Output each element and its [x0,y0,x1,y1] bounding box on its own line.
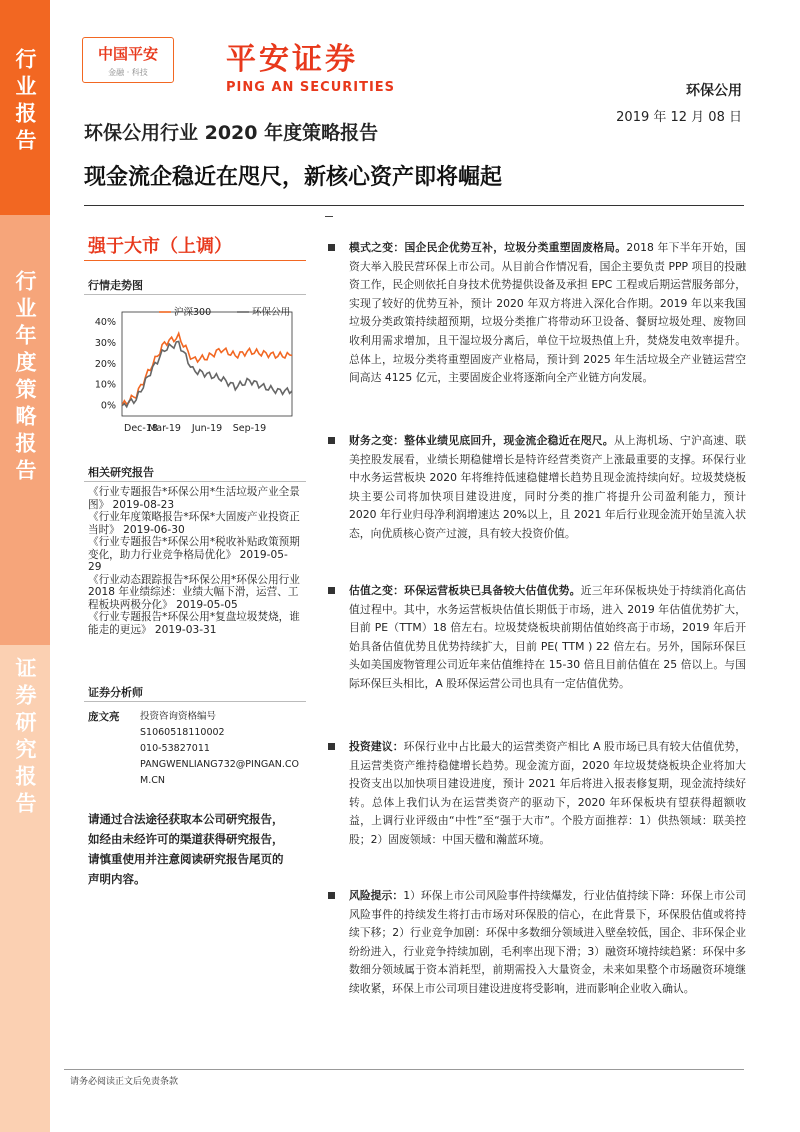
bullet-finance-change [328,432,746,544]
bullet-square-icon [328,244,335,251]
bullet-model-change [328,239,746,388]
bullet-investment-advice [328,738,746,850]
legend-label: 环保公用 [252,307,291,318]
trend-chart-svg [84,300,306,450]
bullet-body: 2018 年下半年开始，国资大举入股民营环保上市公司。从目前合作情况看，国企主要负责 PPP 项目的投融资工作，民企则依托自身技术优势提供设备及承担 EPC 工程或后期运营服务部分，实现了较好的优势互补，预计 2020 年双方将进入深化合作期。2019 年以来我国垃圾分类政策持续超预期，垃圾分类推广将带动环卫设备、餐厨垃圾处理、废物回收利用需求增加，且干湿垃圾分离后，单位干垃圾热值上升，焚烧发电效率提升。总体上，垃圾分类将重塑固废产业格局，预计到 2025 年生活垃圾全产业链运营空间高达 4125 亿元，主要固废企业将逐渐向全产业链方向发展。 [349,241,746,385]
related-heading: 相关研究报告 [88,466,154,479]
bullet-square-icon [328,437,335,444]
related-report-item[interactable]: 《行业专题报告*环保公用*税收补贴政策预期变化，助力行业竞争格局优化》 2019-05-29 [88,536,300,573]
analyst-cert-number: S1060518110002 [140,727,225,738]
bullet-head: 估值之变：环保运营板块已具备较大估值优势。 [349,584,581,597]
related-report-item[interactable]: 《行业专题报告*环保公用*生活垃圾产业全景图》 2019-08-23 [88,486,300,511]
side-tab-label: 行业报告 [13,48,37,156]
main-title: 现金流企稳近在咫尺，新核心资产即将崛起 [84,165,503,190]
bullet-head: 模式之变：国企民企优势互补，垃圾分类重塑固废格局。 [349,241,627,254]
footer-divider [64,1069,744,1070]
bullet-head: 投资建议： [349,740,404,753]
title-divider [84,205,744,206]
brand-wordmark [226,34,395,95]
brand-cn: 平安证券 [226,42,358,77]
x-tick-label: Dec-18 [124,423,158,434]
series-line-hs300 [122,333,292,405]
series-line-env-utilities [122,341,292,406]
related-report-item[interactable]: 《行业年度策略报告*环保*大固废产业投资正当时》 2019-06-30 [88,511,300,536]
x-tick-label: Mar-19 [148,423,181,434]
footer-disclaimer: 请务必阅读正文后免责条款 [70,1077,179,1087]
side-tab-label: 证券研究报告 [13,657,37,819]
side-tab-annual-strategy [0,215,50,645]
bullet-head: 财务之变：整体业绩见底回升，现金流企稳近在咫尺。 [349,434,614,447]
bullet-square-icon [328,587,335,594]
sector-tag: 环保公用 [686,83,742,99]
x-tick-label: Jun-19 [191,423,223,434]
plot-frame [122,312,292,416]
bullet-head: 风险提示： [349,889,404,902]
logo-text: 中国平安 [97,45,158,63]
related-report-item[interactable]: 《行业动态跟踪报告*环保公用*环保公用行业 2018 年业绩综述：业绩大幅下滑，运营、工程板块两极分化》 2019-05-05 [88,573,300,611]
report-date: 2019 年 12 月 08 日 [616,110,742,125]
y-tick-label: 0% [100,400,116,412]
bullet-valuation-change [328,582,746,694]
ping-an-logo [82,37,174,83]
x-tick-label: Sep-19 [232,423,267,434]
bullet-body: 从上海机场、宁沪高速、联美控股发展看，业绩长期稳健增长是特许经营类资产上涨最重要的支撑。环保行业中水务运营板块 2020 年将维持低速稳健增长趋势且现金流持续向好。垃圾焚烧板块主要公司将加快项目建设进度，同时分类的推广将提升公司盈利能力，预计 2020 年行业归母净利润增速达 20%以上，且 2021 年后行业现金流开始呈流入状态，向优质核心资产过渡，具有较大投资价值。 [349,434,747,540]
trend-chart [84,300,306,450]
report-title: 环保公用行业 2020 年度策略报告 [84,122,379,144]
analyst-heading: 证券分析师 [88,686,143,699]
y-tick-label: 30% [94,338,116,350]
compliance-notice: 请通过合法途径获取本公司研究报告，如经由未经许可的渠道获得研究报告，请慎重使用并注意阅读研究报告尾页的声明内容。 [88,812,284,886]
analyst-cert-label: 投资咨询资格编号 [140,711,217,722]
logo-subtext: 金融 · 科技 [108,68,148,77]
analyst-name: 庞文亮 [88,711,120,723]
legend-label: 沪深300 [174,307,212,318]
bullet-body: 环保行业中占比最大的运营类资产相比 A 股市场已具有较大估值优势，且运营类资产维持稳健增长趋势。现金流方面，2020 年垃圾焚烧板块企业将加大投资支出以加快项目建设进度，预计 2021 年后将进入报表修复期，现金流持续好转。总体上我们认为在运营类资产的驱动下，2020 年环保板块有望获得超额收益，上调行业评级由“中性”至“强于大市”。个股方面推荐：1）供热领域：联美控股；2）固废领域：中国天楹和瀚蓝环境。 [349,740,747,846]
bullet-body: 近三年环保板块处于持续消化高估值过程中。其中，水务运营板块估值长期低于市场，进入 2019 年估值优势扩大，目前 PE（TTM）18 倍左右。垃圾焚烧板块前期估值始终高于市场，2019 年后开始具备估值优势且优势持续扩大，目前 PE( TTM ) 22 倍左右。另外，国际环保巨头如美国废物管理公司近年来估值维持在 15-30 倍且目前估值在 25 倍以上。与国际环保巨头相比，A 股环保运营公司也具有一定估值优势。 [349,584,747,690]
industry-rating: 强于大市（上调） [88,236,232,257]
bullet-risk-warning [328,887,746,999]
analyst-email[interactable]: PANGWENLIANG732@PINGAN.COM.CN [140,759,300,786]
y-tick-label: 10% [94,379,116,391]
column-dash [325,216,333,217]
related-report-item[interactable]: 《行业专题报告*环保公用*复盘垃圾焚烧，谁能走的更远》 2019-03-31 [88,611,300,636]
analyst-divider [84,701,306,702]
analyst-phone: 010-53827011 [140,743,210,754]
side-tab-securities-research [0,645,50,1132]
bullet-body: 1）环保上市公司风险事件持续爆发，行业估值持续下降：环保上市公司风险事件的持续发生将打击市场对环保股的信心，在此背景下，环保股估值或将持续下移；2）行业竞争加剧：环保中多数细分领域进入壁垒较低，国企、非环保企业纷纷进入，行业竞争持续加剧，毛利率出现下滑；3）融资环境持续趋紧：环保中多数细分领域属于资本消耗型，前期需投入大量资金，未来如果整个市场融资环境继续收紧，环保上市公司项目建设进度将受影响，进而影响企业收入确认。 [349,889,746,995]
bullet-square-icon [328,892,335,899]
brand-en: PING AN SECURITIES [226,80,396,95]
related-divider [84,481,306,482]
y-tick-label: 40% [94,317,116,329]
trend-divider [84,294,306,295]
related-reports-list [88,486,300,636]
trend-heading: 行情走势图 [88,279,143,292]
side-tab-label: 行业年度策略报告 [13,270,37,486]
rating-divider [84,260,306,261]
y-tick-label: 20% [94,358,116,370]
side-tab-industry-report [0,0,50,215]
bullet-square-icon [328,743,335,750]
